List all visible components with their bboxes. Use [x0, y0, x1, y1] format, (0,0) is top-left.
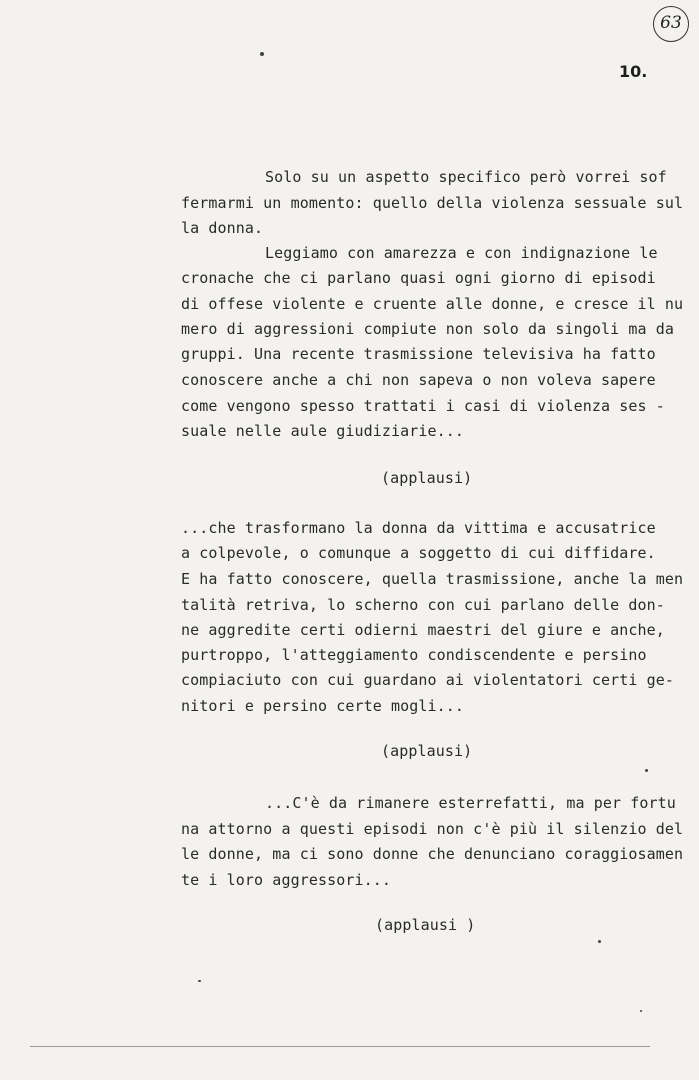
text-line: a colpevole, o comunque a soggetto di cui diffidare.: [181, 544, 656, 562]
text-line: ...C'è da rimanere esterrefatti, ma per fortu: [265, 794, 676, 812]
text-line: compiaciuto con cui guardano ai violentatori certi ge-: [181, 671, 675, 689]
ink-speck: [640, 1010, 642, 1012]
ink-speck: [598, 940, 601, 943]
text-line: Solo su un aspetto specifico però vorrei sof: [265, 168, 667, 186]
text-line: come vengono spesso trattati i casi di violenza ses -: [181, 397, 665, 415]
text-line: le donne, ma ci sono donne che denunciano coraggiosamen: [181, 845, 684, 863]
text-line: nitori e persino certe mogli...: [181, 697, 465, 715]
ink-speck: [198, 980, 201, 982]
text-line: ne aggredite certi odierni maestri del giure e anche,: [181, 621, 665, 639]
text-line: conoscere anche a chi non sapeva o non voleva sapere: [181, 371, 656, 389]
text-line: Leggiamo con amarezza e con indignazione le: [265, 244, 658, 262]
text-line: la donna.: [181, 219, 264, 237]
text-line: mero di aggressioni compiute non solo da singoli ma da: [181, 320, 675, 338]
text-line: suale nelle aule giudiziarie...: [181, 422, 465, 440]
text-line: E ha fatto conoscere, quella trasmissione, anche la men: [181, 570, 684, 588]
text-line: te i loro aggressori...: [181, 871, 392, 889]
text-line: talità retriva, lo scherno con cui parlano delle don-: [181, 596, 665, 614]
archive-page-stamp: 63: [653, 6, 689, 42]
applause-note: (applausi): [381, 469, 473, 487]
text-line: di offese violente e cruente alle donne, e cresce il nu: [181, 295, 684, 313]
applause-note: (applausi ): [375, 916, 476, 934]
text-line: fermarmi un momento: quello della violenza sessuale sul: [181, 194, 684, 212]
text-line: cronache che ci parlano quasi ogni giorno di episodi: [181, 269, 656, 287]
bottom-rule: [30, 1046, 650, 1047]
text-line: na attorno a questi episodi non c'è più il silenzio del: [181, 820, 684, 838]
page-number: 10.: [619, 62, 648, 81]
ink-speck: [645, 769, 648, 772]
text-line: purtroppo, l'atteggiamento condiscendente e persino: [181, 646, 647, 664]
applause-note: (applausi): [381, 742, 473, 760]
text-line: gruppi. Una recente trasmissione televisiva ha fatto: [181, 345, 656, 363]
ink-speck: [260, 52, 264, 56]
text-line: ...che trasformano la donna da vittima e accusatrice: [181, 519, 656, 537]
